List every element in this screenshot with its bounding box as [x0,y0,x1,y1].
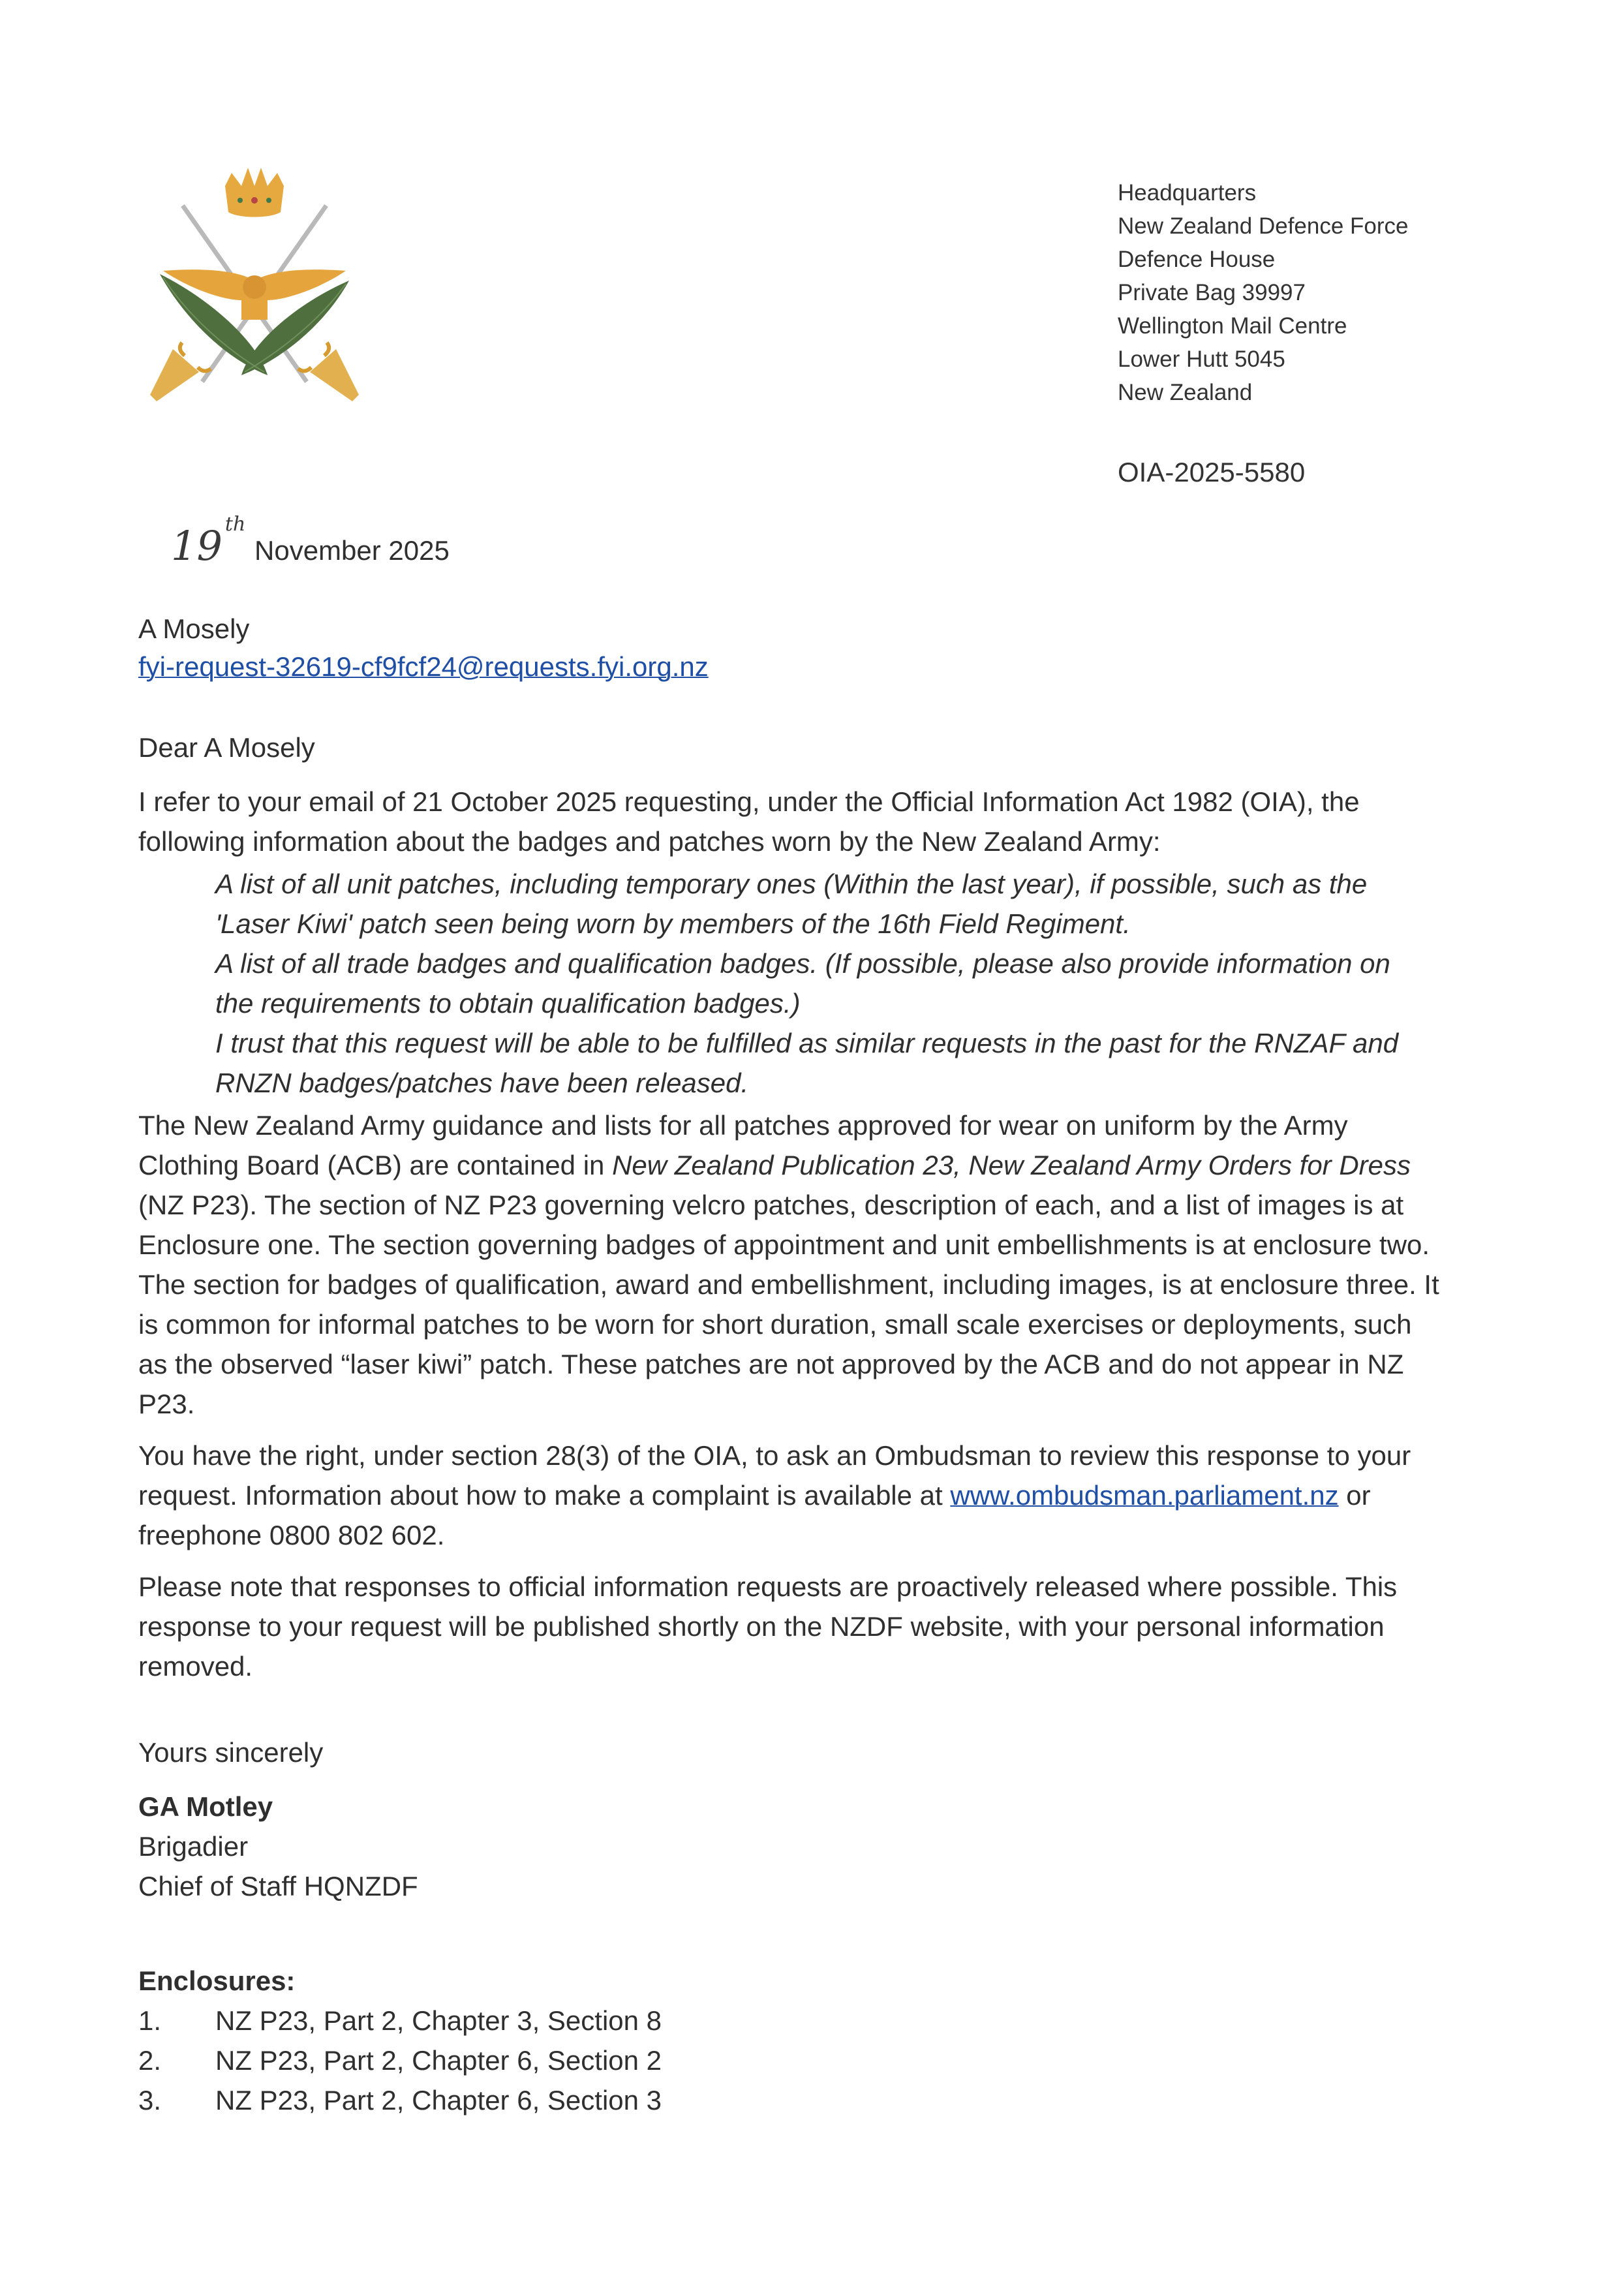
response-paragraph [138,1105,1443,1424]
publication-title: New Zealand Publication 23, New Zealand Army Orders for Dress [612,1150,1411,1180]
letter-body [138,728,1443,1698]
enclosure-text: NZ P23, Part 2, Chapter 3, Section 8 [215,2005,662,2036]
enclosure-number: 1. [138,2005,162,2036]
enclosure-text: NZ P23, Part 2, Chapter 6, Section 3 [215,2085,662,2116]
handwritten-day-number: 19 [171,522,222,570]
address-line: New Zealand Defence Force [1118,213,1409,239]
enclosure-item [138,2040,662,2080]
response-text: The New Zealand Army guidance and lists for all patches approved for wear on uniform by the Army Clothing Board (ACB) are contained in [138,1110,1348,1180]
enclosures-list [138,1961,662,2120]
enclosure-number: 3. [138,2085,162,2116]
closing: Yours sincerely [138,1737,324,1768]
signatory-name: GA Motley [138,1791,273,1822]
ombudsman-paragraph [138,1436,1443,1555]
handwritten-day-suffix: th [224,513,246,536]
salutation: Dear A Mosely [138,732,315,763]
request-quote-item: A list of all unit patches, including temporary ones (Within the last year), if possible, such as the 'Laser Kiwi' patch seen being worn by members of the 16th Field Regiment. [215,869,1368,939]
request-quote-item: A list of all trade badges and qualification badges. (If possible, please also provide information on the requirements to obtain qualification badges.) [215,948,1390,1019]
reference-number: OIA-2025-5580 [1118,457,1306,487]
enclosure-item [138,2001,662,2040]
ombudsman-link[interactable]: www.ombudsman.parliament.nz [950,1480,1339,1511]
signatory-rank: Brigadier [138,1831,249,1862]
enclosures-heading: Enclosures: [138,1965,296,1996]
address-line: Headquarters [1118,180,1257,206]
address-line: Wellington Mail Centre [1118,313,1347,339]
address-line: Defence House [1118,247,1276,272]
proactive-release-paragraph: Please note that responses to official information requests are proactively released where possible. This response to your request will be published shortly on the NZDF website, with your personal information removed. [138,1571,1398,1682]
ombudsman-text: You have the right, under section 28(3) of the OIA, to ask an Ombudsman to review this response to your request. Information about how to make a complaint is available at [138,1440,1411,1511]
recipient-name: A Mosely [138,613,250,644]
request-quote [138,864,1422,1103]
recipient-block [138,610,709,686]
intro-paragraph: I refer to your email of 21 October 2025 requesting, under the Official Information Act 1982 (OIA), the following information about the badges and patches worn by the New Zealand Army: [138,786,1360,857]
recipient-email-link[interactable]: fyi-request-32619-cf9fcf24@requests.fyi.org.nz [138,651,709,682]
enclosure-number: 2. [138,2045,162,2076]
signature-block [138,1732,418,1906]
signatory-title: Chief of Staff HQNZDF [138,1871,418,1901]
address-line: Lower Hutt 5045 [1118,346,1285,372]
handwritten-day [171,513,246,570]
enclosure-text: NZ P23, Part 2, Chapter 6, Section 2 [215,2045,662,2076]
nzdf-crest-icon [134,160,375,408]
address-line: New Zealand [1118,380,1253,405]
request-quote-item: I trust that this request will be able to be fulfilled as similar requests in the past for the RNZAF and RNZN badges/patches have been released. [215,1028,1399,1098]
response-text: (NZ P23). The section of NZ P23 governing velcro patches, description of each, and a list of images is at Enclosure one. The section governing badges of appointment and unit embellishments is at enclosure two. The section for badges of qualification, award and embellishment, including images, is at enclosure three. It is common for informal patches to be worn for short duration, small scale exercises or deployments, such as the observed “laser kiwi” patch. These patches are not approved by the ACB and do not appear in NZ P23. [138,1190,1439,1419]
letter-date: November 2025 [254,535,450,566]
ombudsman-phone: or freephone 0800 802 602. [138,1480,1371,1550]
sender-address [1118,176,1409,409]
address-line: Private Bag 39997 [1118,280,1306,305]
enclosure-item [138,2080,662,2120]
